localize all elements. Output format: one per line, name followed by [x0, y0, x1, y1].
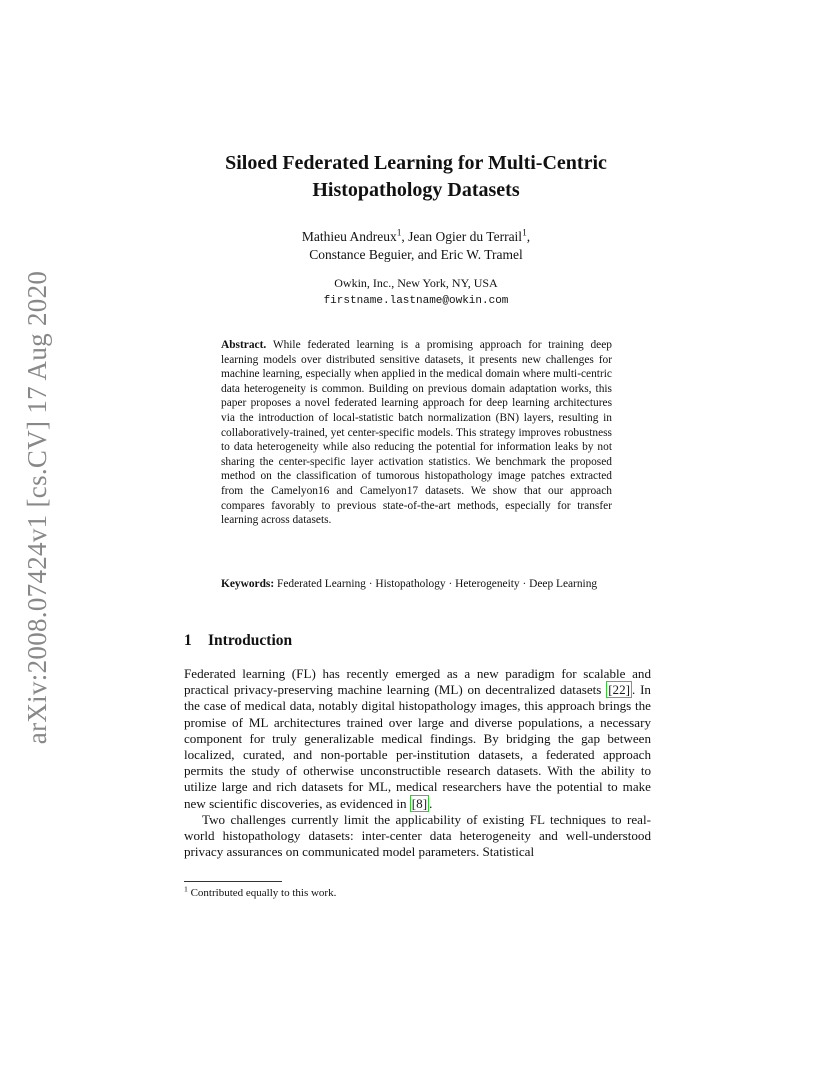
paper-title	[150, 150, 682, 204]
author-mark: 1	[522, 228, 527, 239]
paragraph-1	[184, 666, 651, 812]
keywords-text: Federated Learning · Histopathology · Heterogeneity · Deep Learning	[277, 578, 598, 590]
abstract	[221, 338, 612, 528]
title-line-2: Histopathology Datasets	[312, 179, 520, 201]
author-mark: 1	[396, 228, 402, 239]
footnote	[184, 886, 336, 900]
keywords	[221, 577, 612, 592]
abstract-label: Abstract.	[221, 339, 267, 351]
paragraph-1-text-b: . In the case of medical data, notably digital histopathology images, this approach brings the promise of ML architectures trained over large and diverse populations, a necessary component for truly generalizable medical findings. By bridging the gap between localized, curated, and non-portable per-institution datasets, a federated approach permits the study of otherwise unconstructible research datasets. With the ability to utilize large and rich datasets for ML, medical researchers have the potential to make new scientific discoveries, as evidenced in	[184, 682, 651, 811]
footnote-rule	[184, 881, 282, 882]
title-line-1: Siloed Federated Learning for Multi-Centric	[225, 152, 607, 174]
keywords-label: Keywords:	[221, 578, 275, 590]
abstract-text: While federated learning is a promising approach for training deep learning models over distributed sensitive datasets, it presents new challenges for machine learning, especially when applied in the medical domain where multi-centric data heterogeneity is common. Building on previous domain adaptation works, this paper proposes a novel federated learning approach for deep learning architectures via the introduction of local-statistic batch normalization (BN) layers, resulting in collaboratively-trained, yet center-specific models. This strategy improves robustness to data heterogeneity while also reducing the potential for information leaks by not sharing the center-specific layer activation statistics. We benchmark the proposed method on the classification of tumorous histopathology image patches extracted from the Camelyon16 and Camelyon17 datasets. We show that our approach compares favorably to previous state-of-the-art methods, especially for transfer learning across datasets.	[221, 339, 612, 527]
footnote-mark: 1	[184, 884, 188, 894]
contact-email: firstname.lastname@owkin.com	[323, 295, 509, 307]
citation-link[interactable]: [8]	[411, 795, 428, 811]
section-title: Introduction	[208, 632, 293, 649]
section-heading	[184, 632, 292, 650]
affiliation: Owkin, Inc., New York, NY, USA	[334, 276, 498, 290]
author-separator: ,	[526, 229, 531, 244]
citation-link[interactable]: [22]	[608, 682, 631, 698]
section-number: 1	[184, 632, 192, 649]
footnote-text: Contributed equally to this work.	[187, 887, 337, 899]
author-line-2: Constance Beguier, and Eric W. Tramel	[309, 247, 523, 262]
paragraph-1-text-a: Federated learning (FL) has recently emerged as a new paradigm for scalable and practical privacy-preserving machine learning (ML) on decentralized datasets	[184, 666, 651, 698]
author-separator: ,	[401, 229, 409, 244]
body-text	[184, 666, 651, 860]
arxiv-identifier	[22, 270, 54, 744]
arxiv-identifier-text: arXiv:2008.07424v1 [cs.CV] 17 Aug 2020	[22, 270, 53, 744]
author-name: Mathieu Andreux	[301, 229, 397, 244]
author-name: Jean Ogier du Terrail	[408, 229, 523, 244]
paragraph-1-text-c: .	[429, 795, 433, 811]
affiliation-block	[150, 275, 682, 309]
author-list	[150, 228, 682, 264]
paragraph-2: Two challenges currently limit the applicability of existing FL techniques to real-world histopathology datasets: inter-center data heterogeneity and well-understood privacy assurances on communicated model parameters. Statistical	[184, 811, 651, 860]
